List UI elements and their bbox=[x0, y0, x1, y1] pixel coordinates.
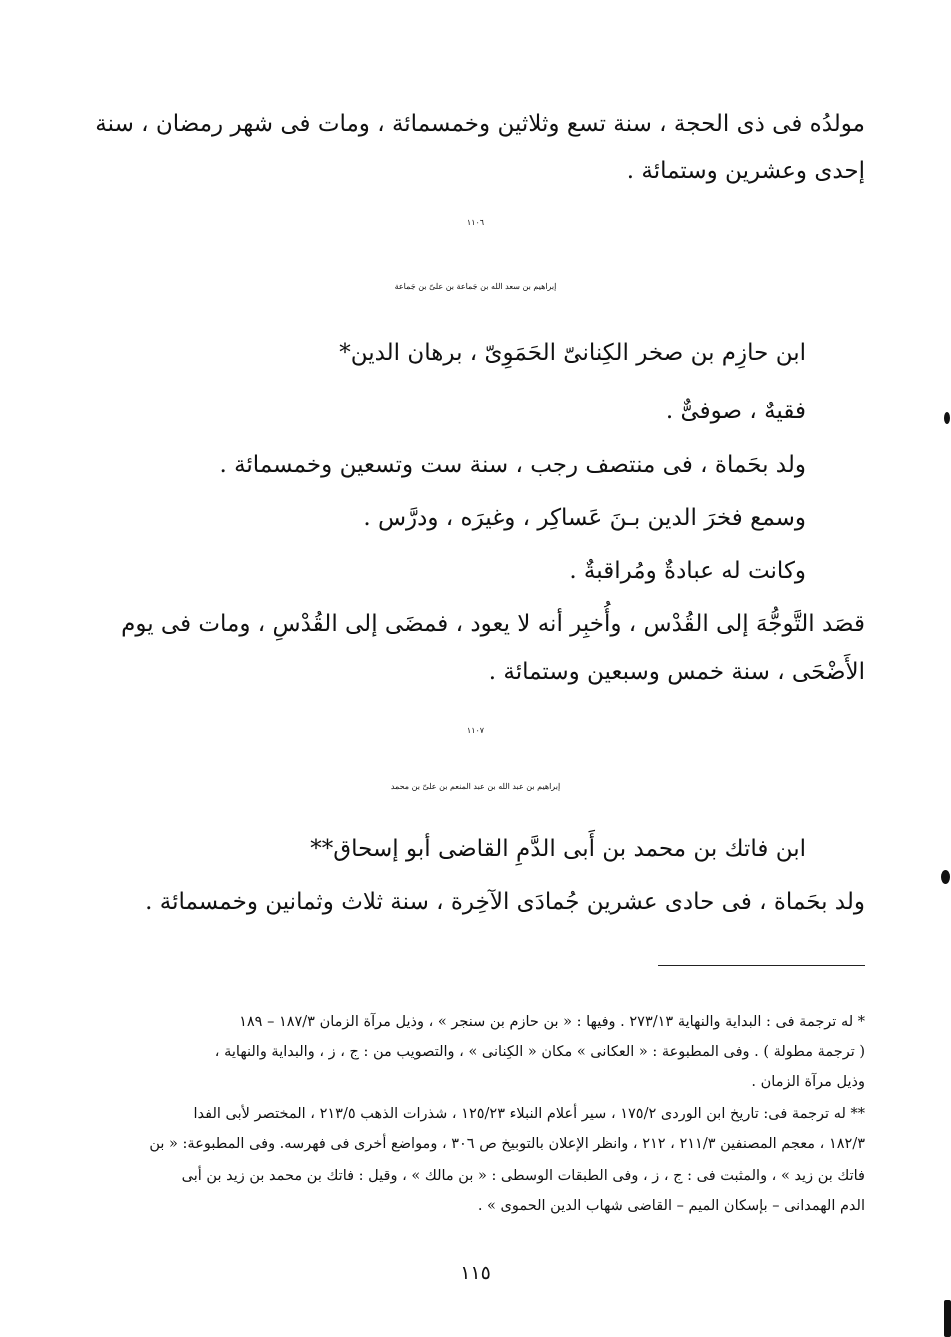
scan-mark bbox=[944, 1300, 951, 1337]
footnote-line-7: الدم الهمدانى – بإسكان الميم – القاضى شهاب الدين الحموى » . bbox=[477, 1198, 865, 1214]
entry-1107-name: إبراهيم بن عبد الله بن عبد المنعم بن علىّ بن محمد bbox=[390, 782, 561, 791]
entry-1106-lineage: ابن حازِم بن صخر الكِنانىّ الحَمَوِىّ ، برهان الدين* bbox=[339, 340, 806, 366]
entry-1106-line-2: ولد بحَماة ، فى منتصف رجب ، سنة ست وتسعين وخمسمائة . bbox=[219, 452, 806, 478]
entry-1107-lineage: ابن فاتك بن محمد بن أَبى الدَّمِ القاضى أبو إسحاق** bbox=[310, 836, 806, 862]
entry-1106-line-1: فقيهٌ ، صوفىٌّ . bbox=[665, 398, 806, 424]
scan-mark bbox=[941, 870, 950, 884]
entry-number-1107: ١١٠٧ bbox=[466, 726, 485, 735]
footnote-line-5: ١٨٢/٣ ، معجم المصنفين ٢١١/٣ ، ٢١٢ ، وانظر الإعلان بالتوبيخ ص ٣٠٦ ، ومواضع أخرى فى فهرسه. وفى المطبوعة: « بن bbox=[149, 1136, 865, 1152]
entry-1107-line-1: ولد بحَماة ، فى حادى عشرين جُمادَى الآخِرة ، سنة ثلاث وثمانين وخمسمائة . bbox=[145, 889, 865, 915]
scan-mark bbox=[944, 412, 950, 424]
entry-number-1106: ١١٠٦ bbox=[466, 218, 485, 227]
footnote-line-3: وذيل مرآة الزمان . bbox=[751, 1074, 865, 1090]
footnote-line-2: ( ترجمة مطولة ) . وفى المطبوعة : « العكانى » مكان « الكِنانى » ، والتصويب من : ج ، ز ، والبداية والنهاية ، bbox=[214, 1044, 865, 1060]
entry-1106-name: إبراهيم بن سعد الله بن جَماعة بن علىّ بن جَماعة bbox=[394, 282, 557, 291]
page-number: ١١٥ bbox=[460, 1262, 491, 1284]
footnote-line-4: ** له ترجمة فى: تاريخ ابن الوردى ١٧٥/٢ ، سير أعلام النبلاء ١٢٥/٢٣ ، شذرات الذهب ٢١٣/٥ ، المختصر لأبى الفدا bbox=[193, 1106, 865, 1122]
footnote-line-1: * له ترجمة فى : البداية والنهاية ٢٧٣/١٣ . وفيها : « بن حازم بن سنجر » ، وذيل مرآة الزمان ١٨٧/٣ – ١٨٩ bbox=[239, 1014, 865, 1030]
entry-1106-line-4: وكانت له عبادةٌ ومُراقبةٌ . bbox=[569, 558, 806, 584]
entry-1106-line-3: وسمع فخرَ الدين بـنَ عَساكِر ، وغيرَه ، ودرَّس . bbox=[363, 505, 806, 531]
entry-1106-line-5: قصَد التَّوجُّهَ إلى القُدْس ، وأُخبِر أنه لا يعود ، فمضَى إلى القُدْسِ ، ومات فى يوم bbox=[121, 611, 865, 637]
entry-1106-line-6: الأَضْحَى ، سنة خمس وسبعين وستمائة . bbox=[488, 659, 865, 685]
footnote-line-6: فاتك بن زيد » ، والمثبت فى : ج ، ز ، وفى الطبقات الوسطى : « بن مالك » ، وقيل : فاتك بن محمد بن زيد بن أبى bbox=[181, 1168, 865, 1184]
intro-line-1: مولدُه فى ذى الحجة ، سنة تسع وثلاثين وخمسمائة ، ومات فى شهر رمضان ، سنة bbox=[95, 111, 865, 137]
intro-line-2: إحدى وعشرين وستمائة . bbox=[626, 158, 865, 184]
footnote-separator bbox=[658, 965, 865, 966]
